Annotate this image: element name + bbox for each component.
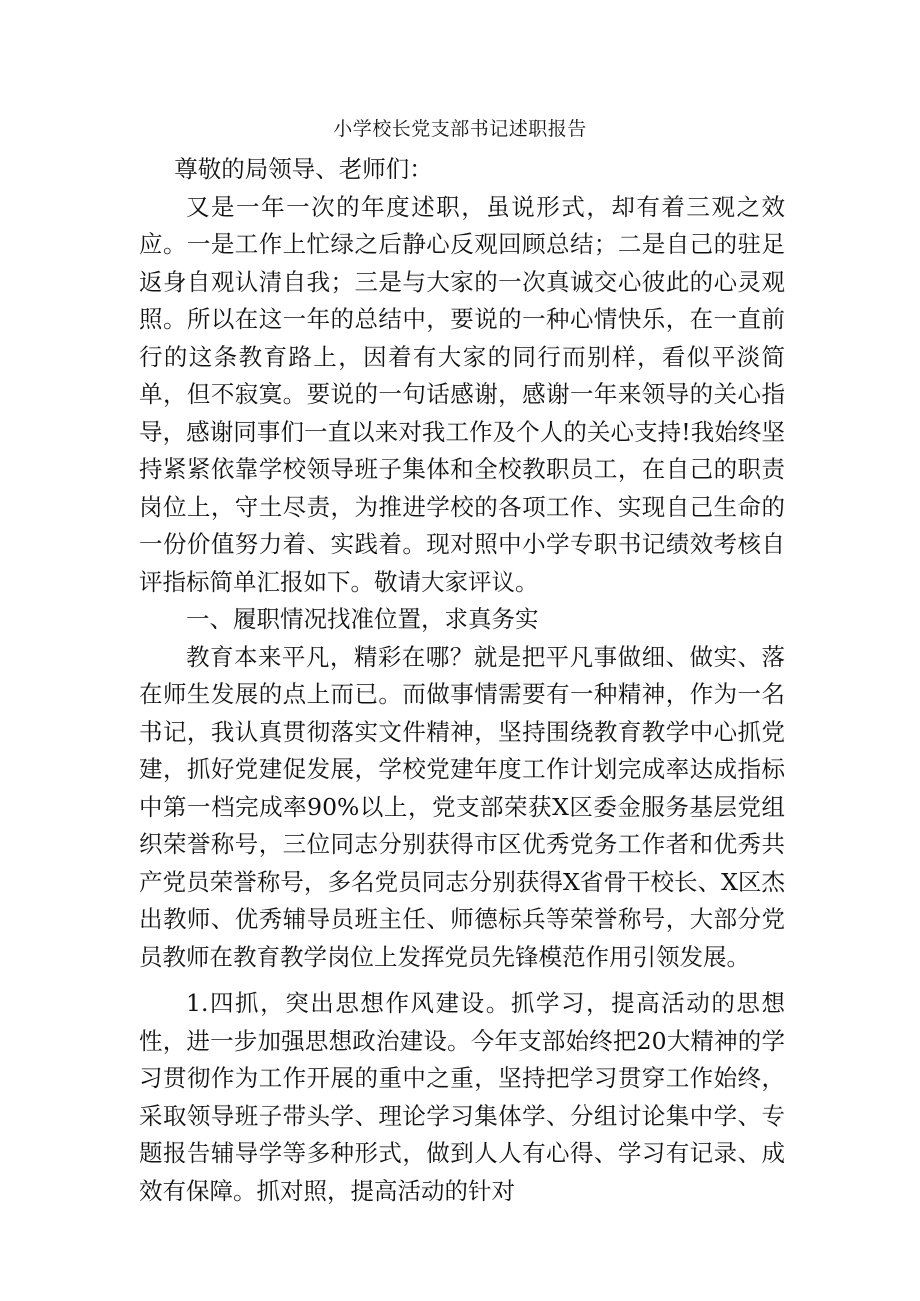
section-heading-1: 一、履职情况找准位置，求真务实 xyxy=(186,605,539,633)
document-title: 小学校长党支部书记述职报告 xyxy=(333,118,587,140)
salutation: 尊敬的局领导、老师们： xyxy=(174,155,433,183)
paragraph-intro: 又是一年一次的年度述职，虽说形式，却有着三观之效应。一是工作上忙绿之后静心反观回顾总结；二是自己的驻足返身自观认清自我；三是与大家的一次真诚交心彼此的心灵观照。所以在这一年的总结中，要说的一种心情快乐，在一直前行的这条教育路上，因着有大家的同行而别样，看似平淡简单，但不寂寞。要说的一句话感谢，感谢一年来领导的关心指导，感谢同事们一直以来对我工作及个人的关心支持!我始终坚持紧紧依靠学校领导班子集体和全校教职员工，在自己的职责岗位上，守土尽责，为推进学校的各项工作、实现自己生命的一份价值努力着、实践着。现对照中小学专职书记绩效考核自评指标简单汇报如下。敬请大家评议。 xyxy=(139,192,785,596)
paragraph-section-1: 教育本来平凡，精彩在哪？就是把平凡事做细、做实、落在师生发展的点上而已。而做事情需要有一种精神，作为一名书记，我认真贯彻落实文件精神，坚持围绕教育教学中心抓党建，抓好党建促发展，学校党建年度工作计划完成率达成指标中第一档完成率90%以上，党支部荣获X区委金服务基层党组织荣誉称号，三位同志分别获得市区优秀党务工作者和优秀共产党员荣誉称号，多名党员同志分别获得X省骨干校长、X区杰出教师、优秀辅导员班主任、师德标兵等荣誉称号，大部分党员教师在教育教学岗位上发挥党员先锋模范作用引领发展。 xyxy=(139,642,785,971)
document-body xyxy=(139,151,785,1210)
paragraph-item-1: 1.四抓，突出思想作风建设。抓学习，提高活动的思想性，进一步加强思想政治建设。今年支部始终把20大精神的学习贯彻作为工作开展的重中之重，坚持把学习贯穿工作始终，采取领导班子带头学、理论学习集体学、分组讨论集中学、专题报告辅导学等多种形式，做到人人有心得、学习有记录、成效有保障。抓对照，提高活动的针对 xyxy=(139,989,785,1205)
